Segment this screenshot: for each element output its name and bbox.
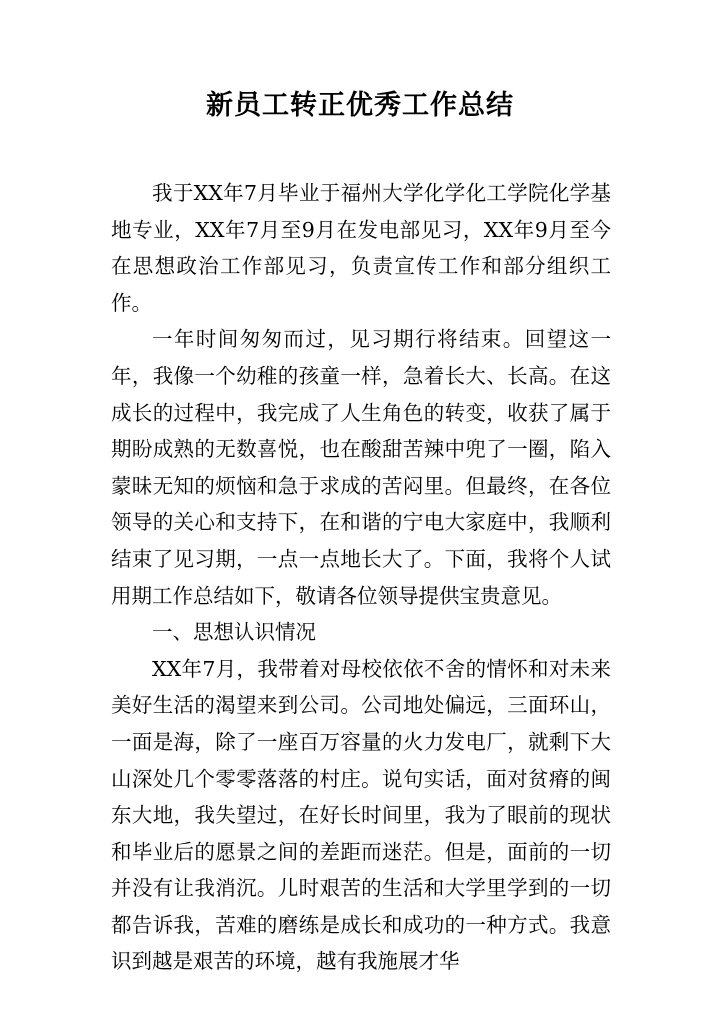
paragraph-reflection: 一年时间匆匆而过，见习期行将结束。回望这一年，我像一个幼稚的孩童一样，急着长大、长高。在这成长的过程中，我完成了人生角色的转变，收获了属于期盼成熟的无数喜悦，也在酸甜苦辣中兜了一圈，陷入蒙昧无知的烦恼和急于求成的苦闷里。但最终，在各位领导的关心和支持下，在和谐的宁电大家庭中，我顺利结束了见习期，一点一点地长大了。下面，我将个人试用期工作总结如下，敬请各位领导提供宝贵意见。 [111,327,611,608]
document-body [111,175,611,980]
document-title: 新员工转正优秀工作总结 [206,90,514,121]
section-heading: 一、思想认识情况 [152,620,316,645]
paragraph-intro: 我于XX年7月毕业于福州大学化学化工学院化学基地专业，XX年7月至9月在发电部见习，XX年9月至今在思想政治工作部见习，负责宣传工作和部分组织工作。 [111,181,611,315]
paragraph-thoughts: XX年7月，我带着对母校依依不舍的情怀和对未来美好生活的渴望来到公司。公司地处偏远，三面环山，一面是海，除了一座百万容量的火力发电厂，就剩下大山深处几个零零落落的村庄。说句实话，面对贫瘠的闽东大地，我失望过，在好长时间里，我为了眼前的现状和毕业后的愿景之间的差距而迷茫。但是，面前的一切并没有让我消沉。儿时艰苦的生活和大学里学到的一切都告诉我，苦难的磨练是成长和成功的一种方式。我意识到越是艰苦的环境，越有我施展才华 [111,656,611,974]
